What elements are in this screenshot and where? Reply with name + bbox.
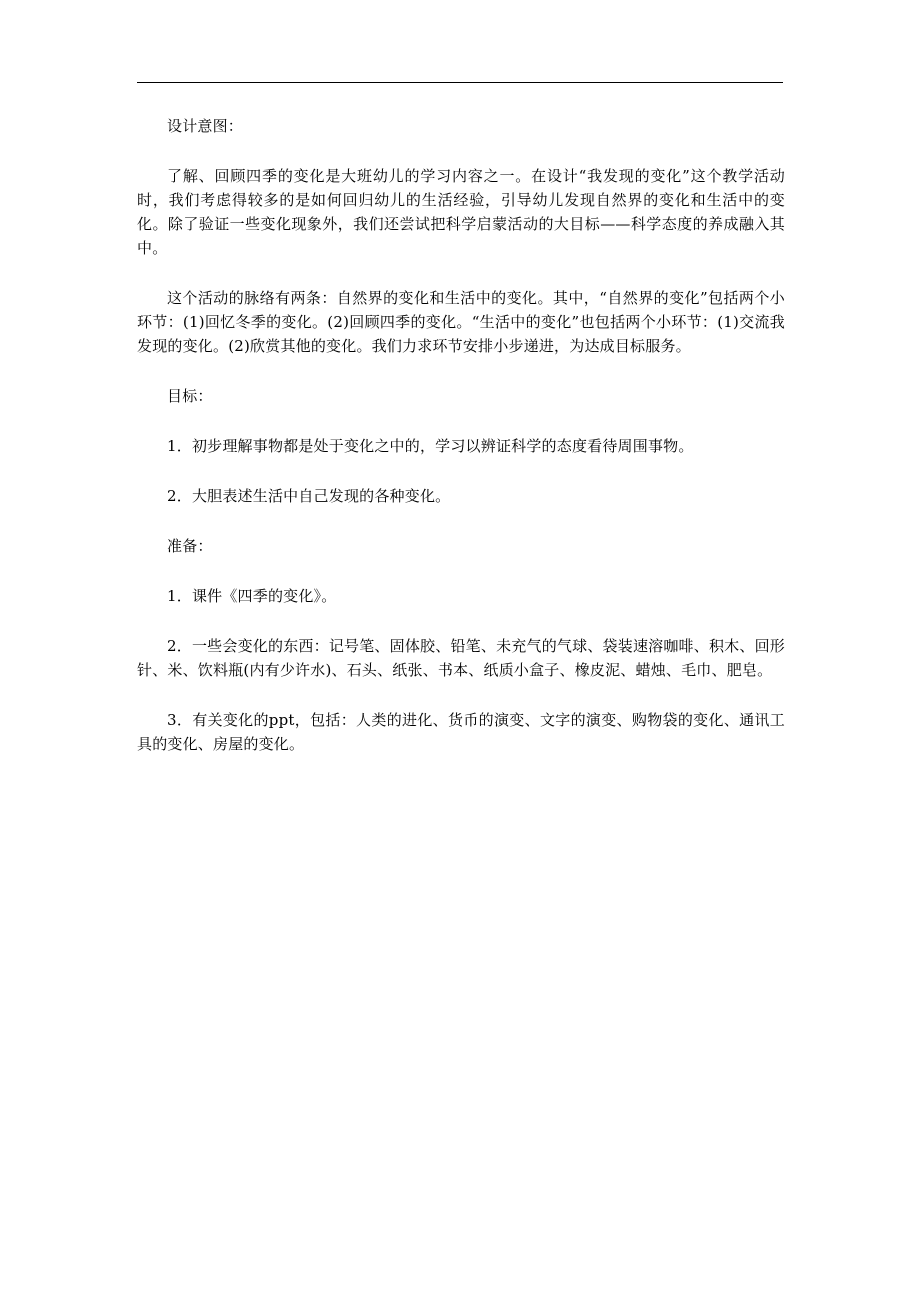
preparation-item-1: 1．课件《四季的变化》。: [167, 587, 337, 605]
paragraph-design-intent: 了解、回顾四季的变化是大班幼儿的学习内容之一。在设计“我发现的变化”这个教学活动时，我们考虑得较多的是如何回归幼儿的生活经验，引导幼儿发现自然界的变化和生活中的变化。除了验证一些变化现象外，我们还尝试把科学启蒙活动的大目标——科学态度的养成融入其中。: [137, 167, 785, 257]
preparation-item-2: 2．一些会变化的东西：记号笔、固体胶、铅笔、未充气的气球、袋装速溶咖啡、积木、回形针、米、饮料瓶(内有少许水)、石头、纸张、书本、纸质小盒子、橡皮泥、蜡烛、毛巾、肥皂。: [137, 637, 785, 679]
paragraph-activity-outline: 这个活动的脉络有两条：自然界的变化和生活中的变化。其中，“自然界的变化”包括两个小环节：(1)回忆冬季的变化。(2)回顾四季的变化。“生活中的变化”也包括两个小环节：(1)交流我发现的变化。(2)欣赏其他的变化。我们力求环节安排小步递进，为达成目标服务。: [137, 289, 785, 355]
goal-item-1: 1．初步理解事物都是处于变化之中的，学习以辨证科学的态度看待周围事物。: [167, 437, 694, 455]
document-body: [137, 114, 785, 782]
section-heading-goals: 目标：: [167, 387, 213, 405]
section-heading-design-intent: 设计意图：: [167, 117, 244, 135]
header-rule: [137, 82, 783, 83]
section-heading-preparation: 准备：: [167, 537, 213, 555]
goal-item-2: 2．大胆表述生活中自己发现的各种变化。: [167, 487, 451, 505]
preparation-item-3: 3．有关变化的ppt，包括：人类的进化、货币的演变、文字的演变、购物袋的变化、通讯工具的变化、房屋的变化。: [137, 711, 785, 753]
